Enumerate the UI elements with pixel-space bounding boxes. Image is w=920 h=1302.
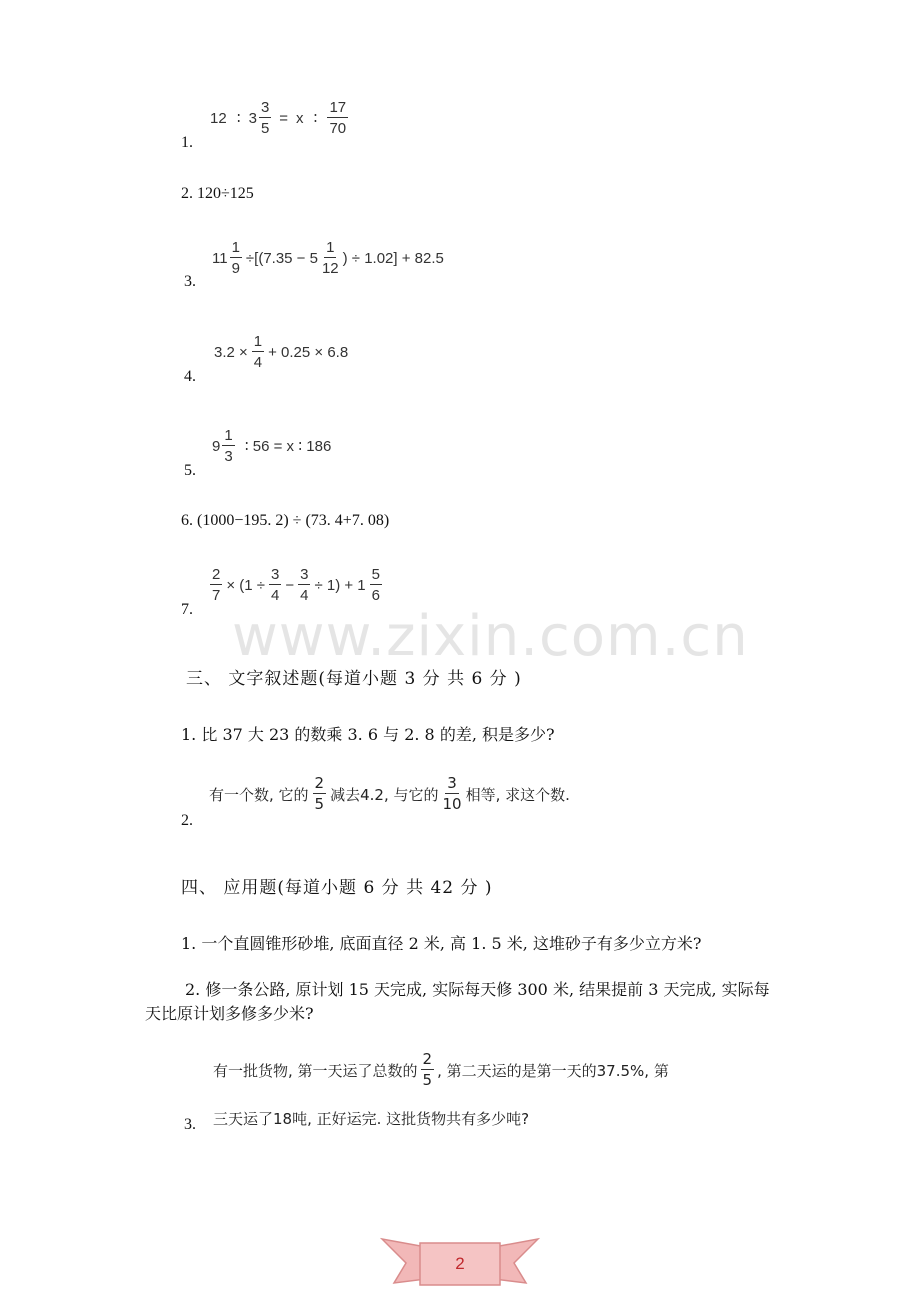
question-text: , 第二天运的是第一天的37.5%, 第: [437, 1061, 669, 1080]
numerator: 2: [314, 774, 325, 792]
fraction: [222, 428, 234, 464]
section-4-question-3-number: 3.: [184, 1116, 196, 1133]
section-3-question-2-number: 2.: [181, 812, 193, 829]
fraction: [421, 1052, 435, 1088]
fraction: [313, 776, 327, 812]
section-4-question-3-line-2: 三天运了18吨, 正好运完. 这批货物共有多少吨?: [213, 1110, 530, 1128]
numerator: 1: [224, 427, 233, 444]
ratio-colon: ∶: [236, 110, 241, 127]
problem-1-number: 1.: [181, 134, 193, 151]
question-text: 有一个数, 它的: [209, 785, 309, 804]
problem-4-expression: [212, 334, 350, 370]
denominator: 12: [321, 260, 339, 277]
watermark: www.zixin.com.cn: [232, 604, 749, 669]
section-4-question-1: 1. 一个直圆锥形砂堆, 底面直径 2 米, 高 1. 5 米, 这堆砂子有多少立方米?: [181, 934, 702, 953]
fraction: [252, 334, 264, 370]
numerator: 3: [447, 774, 457, 792]
question-text: 相等, 求这个数.: [465, 785, 570, 804]
mixed-whole: 11: [212, 249, 228, 267]
denominator: 4: [271, 587, 280, 604]
problem-3-number: 3.: [184, 273, 196, 290]
page-number-ribbon: [380, 1233, 540, 1291]
denominator: 5: [314, 795, 325, 813]
numerator: 2: [422, 1050, 433, 1068]
mixed-whole: 3: [248, 109, 257, 127]
denominator: 70: [329, 120, 347, 137]
section-4-question-2-line-2: 天比原计划多修多少米?: [145, 1004, 314, 1023]
problem-6: 6. (1000−195. 2) ÷ (73. 4+7. 08): [181, 512, 390, 529]
page-number: 2: [455, 1254, 465, 1273]
numerator: 1: [326, 239, 335, 256]
numerator: 3: [300, 566, 309, 583]
problem-1-expression: [208, 100, 350, 136]
fraction: [230, 240, 242, 276]
expr-term: ∶ 56 = x ∶ 186: [244, 438, 332, 455]
numerator: 5: [371, 566, 380, 583]
section-3-question-2: [209, 776, 570, 812]
fraction: [370, 567, 382, 603]
problem-2: 2. 120÷125: [181, 185, 254, 202]
problem-7-number: 7.: [181, 601, 193, 618]
section-4-question-2-line-1: 2. 修一条公路, 原计划 15 天完成, 实际每天修 300 米, 结果提前 3 天完成, 实际每: [185, 980, 770, 999]
denominator: 10: [442, 795, 462, 813]
denominator: 9: [231, 260, 240, 277]
denominator: 4: [300, 587, 309, 604]
problem-5-expression: [212, 428, 333, 464]
expr-term: ÷ 1) + 1: [314, 576, 366, 594]
section-4-question-3-line-1: [213, 1052, 669, 1088]
section-3-question-1: 1. 比 37 大 23 的数乘 3. 6 与 2. 8 的差, 积是多少?: [181, 725, 555, 744]
numerator: 17: [329, 99, 347, 116]
problem-7-expression: [208, 567, 384, 603]
mixed-number: [249, 100, 274, 136]
numerator: 3: [271, 566, 280, 583]
problem-4-number: 4.: [184, 368, 196, 385]
denominator: 4: [253, 354, 263, 371]
fraction: [259, 100, 271, 136]
section-3-heading: 三、 文字叙述题(每道小题 3 分 共 6 分 ): [186, 669, 522, 689]
expr-term: 12: [210, 109, 227, 127]
mixed-whole: 9: [212, 437, 221, 455]
ratio-colon: ∶: [313, 110, 318, 127]
denominator: 5: [422, 1071, 433, 1089]
denominator: 5: [260, 120, 270, 137]
expr-term: × (1 ÷: [226, 576, 266, 594]
numerator: 2: [212, 566, 221, 583]
numerator: 3: [260, 99, 270, 116]
expr-term: 3.2 ×: [214, 343, 248, 361]
denominator: 3: [224, 448, 233, 465]
fraction: [322, 240, 339, 276]
expr-term: ) ÷ 1.02] + 82.5: [342, 249, 444, 267]
fraction: [269, 567, 281, 603]
equals-sign: =: [279, 109, 289, 127]
denominator: 6: [371, 587, 380, 604]
fraction: [298, 567, 310, 603]
numerator: 1: [231, 239, 240, 256]
expr-term: ÷[(7.35 − 5: [245, 249, 318, 267]
variable-x: x: [296, 109, 304, 127]
problem-5-number: 5.: [184, 462, 196, 479]
fraction: [327, 100, 348, 136]
section-4-heading: 四、 应用题(每道小题 6 分 共 42 分 ): [181, 878, 493, 898]
problem-3-expression: [212, 240, 446, 276]
expr-term: −: [285, 576, 295, 594]
question-text: 减去4.2, 与它的: [330, 785, 439, 804]
fraction: [210, 567, 222, 603]
fraction: [443, 776, 462, 812]
numerator: 1: [253, 333, 263, 350]
question-text: 有一批货物, 第一天运了总数的: [213, 1061, 418, 1080]
expr-term: + 0.25 × 6.8: [268, 343, 349, 361]
denominator: 7: [212, 587, 221, 604]
